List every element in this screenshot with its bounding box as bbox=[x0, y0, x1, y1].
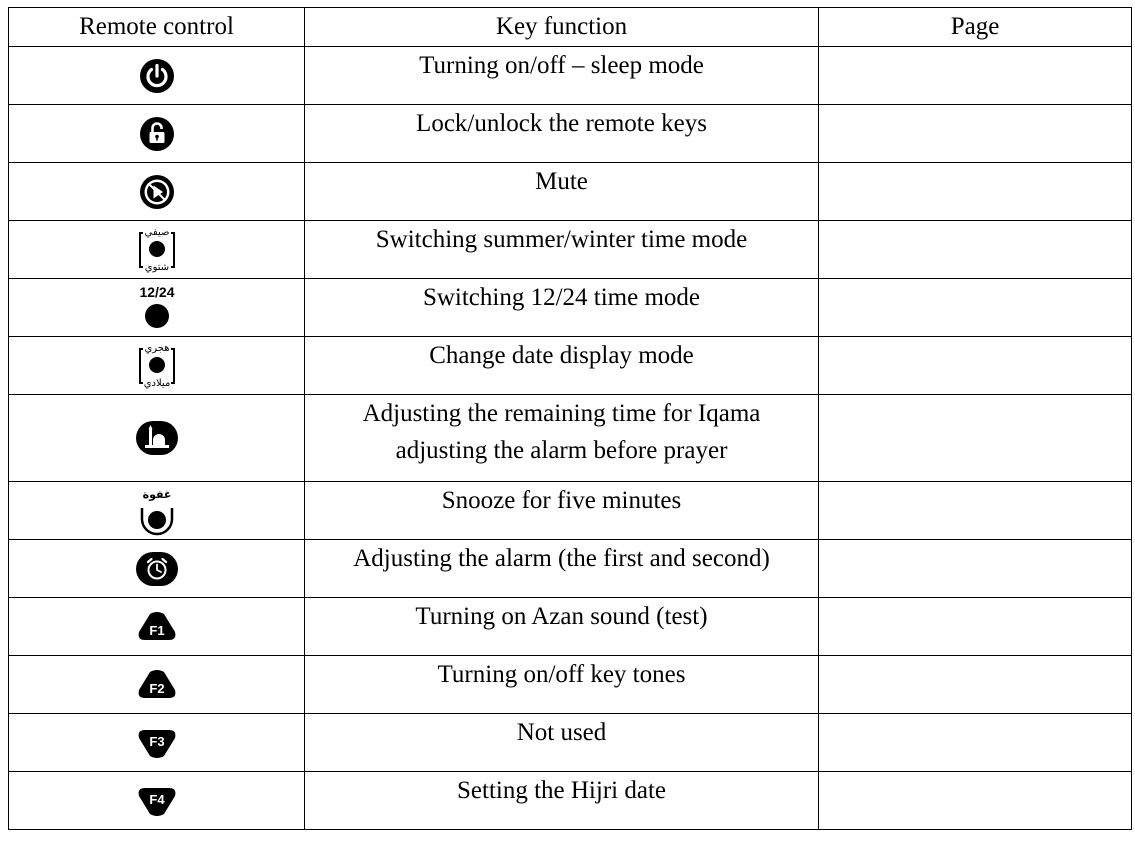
alarm-icon bbox=[135, 551, 179, 587]
mosque-icon bbox=[135, 420, 179, 456]
table-row bbox=[9, 47, 1132, 105]
remote-key-cell bbox=[9, 47, 305, 105]
page-number bbox=[819, 482, 1132, 540]
key-function: Not used bbox=[305, 714, 819, 772]
table-row bbox=[9, 395, 1132, 482]
f2-icon bbox=[136, 669, 178, 701]
table-row bbox=[9, 656, 1132, 714]
key-function: Snooze for five minutes bbox=[305, 482, 819, 540]
remote-key-cell bbox=[9, 279, 305, 337]
hijri-label: هجري bbox=[143, 342, 170, 354]
table-row bbox=[9, 337, 1132, 395]
winter-label: شتوي bbox=[144, 261, 169, 273]
key-function bbox=[305, 395, 819, 482]
key-function: Change date display mode bbox=[305, 337, 819, 395]
table-row bbox=[9, 772, 1132, 830]
remote-key-cell bbox=[9, 656, 305, 714]
snooze-label: غفوة bbox=[142, 487, 171, 501]
header-key-function: Key function bbox=[305, 8, 819, 47]
key-function: Switching summer/winter time mode bbox=[305, 221, 819, 279]
key-function: Adjusting the alarm (the first and second) bbox=[305, 540, 819, 598]
f4-icon bbox=[136, 785, 178, 817]
lock-icon bbox=[139, 116, 175, 152]
snooze-icon bbox=[137, 486, 177, 536]
key-function: Lock/unlock the remote keys bbox=[305, 105, 819, 163]
f4-label: F4 bbox=[148, 791, 165, 807]
page-number bbox=[819, 656, 1132, 714]
f3-icon bbox=[136, 727, 178, 759]
12-24-icon bbox=[137, 284, 177, 332]
remote-key-cell bbox=[9, 395, 305, 482]
table-row bbox=[9, 714, 1132, 772]
summer-winter-icon bbox=[137, 226, 177, 274]
key-function: Turning on/off – sleep mode bbox=[305, 47, 819, 105]
table-row bbox=[9, 540, 1132, 598]
key-function: Mute bbox=[305, 163, 819, 221]
remote-keys-table bbox=[8, 7, 1132, 830]
remote-key-cell bbox=[9, 772, 305, 830]
header-row bbox=[9, 8, 1132, 47]
header-remote-control: Remote control bbox=[9, 8, 305, 47]
header-page: Page bbox=[819, 8, 1132, 47]
remote-key-cell bbox=[9, 540, 305, 598]
key-function-line-2: adjusting the alarm before prayer bbox=[395, 437, 728, 464]
table-row bbox=[9, 221, 1132, 279]
12-24-label: 12/24 bbox=[138, 283, 175, 300]
page-number bbox=[819, 105, 1132, 163]
page-number bbox=[819, 337, 1132, 395]
page-number bbox=[819, 163, 1132, 221]
page-number bbox=[819, 395, 1132, 482]
remote-key-cell bbox=[9, 598, 305, 656]
page-number bbox=[819, 279, 1132, 337]
remote-key-cell bbox=[9, 105, 305, 163]
page-number bbox=[819, 540, 1132, 598]
key-function: Setting the Hijri date bbox=[305, 772, 819, 830]
remote-key-cell bbox=[9, 337, 305, 395]
mute-icon bbox=[139, 174, 175, 210]
page-number bbox=[819, 221, 1132, 279]
f1-label: F1 bbox=[148, 622, 165, 638]
table-row bbox=[9, 105, 1132, 163]
table-row bbox=[9, 482, 1132, 540]
table-row bbox=[9, 279, 1132, 337]
remote-key-cell bbox=[9, 221, 305, 279]
key-function-line-1: Adjusting the remaining time for Iqama bbox=[362, 400, 761, 427]
page-number bbox=[819, 714, 1132, 772]
page-number bbox=[819, 772, 1132, 830]
remote-key-cell bbox=[9, 714, 305, 772]
page-number bbox=[819, 598, 1132, 656]
gregorian-label: ميلادي bbox=[143, 377, 170, 389]
table-row bbox=[9, 163, 1132, 221]
key-function: Turning on/off key tones bbox=[305, 656, 819, 714]
page-number bbox=[819, 47, 1132, 105]
table-row bbox=[9, 598, 1132, 656]
remote-key-cell bbox=[9, 163, 305, 221]
f3-label: F3 bbox=[148, 733, 165, 749]
hijri-gregorian-icon bbox=[137, 342, 177, 390]
summer-label: صيفي bbox=[144, 226, 169, 238]
remote-key-cell bbox=[9, 482, 305, 540]
key-function: Turning on Azan sound (test) bbox=[305, 598, 819, 656]
f2-label: F2 bbox=[148, 680, 165, 696]
f1-icon bbox=[136, 611, 178, 643]
key-function: Switching 12/24 time mode bbox=[305, 279, 819, 337]
power-icon bbox=[139, 58, 175, 94]
